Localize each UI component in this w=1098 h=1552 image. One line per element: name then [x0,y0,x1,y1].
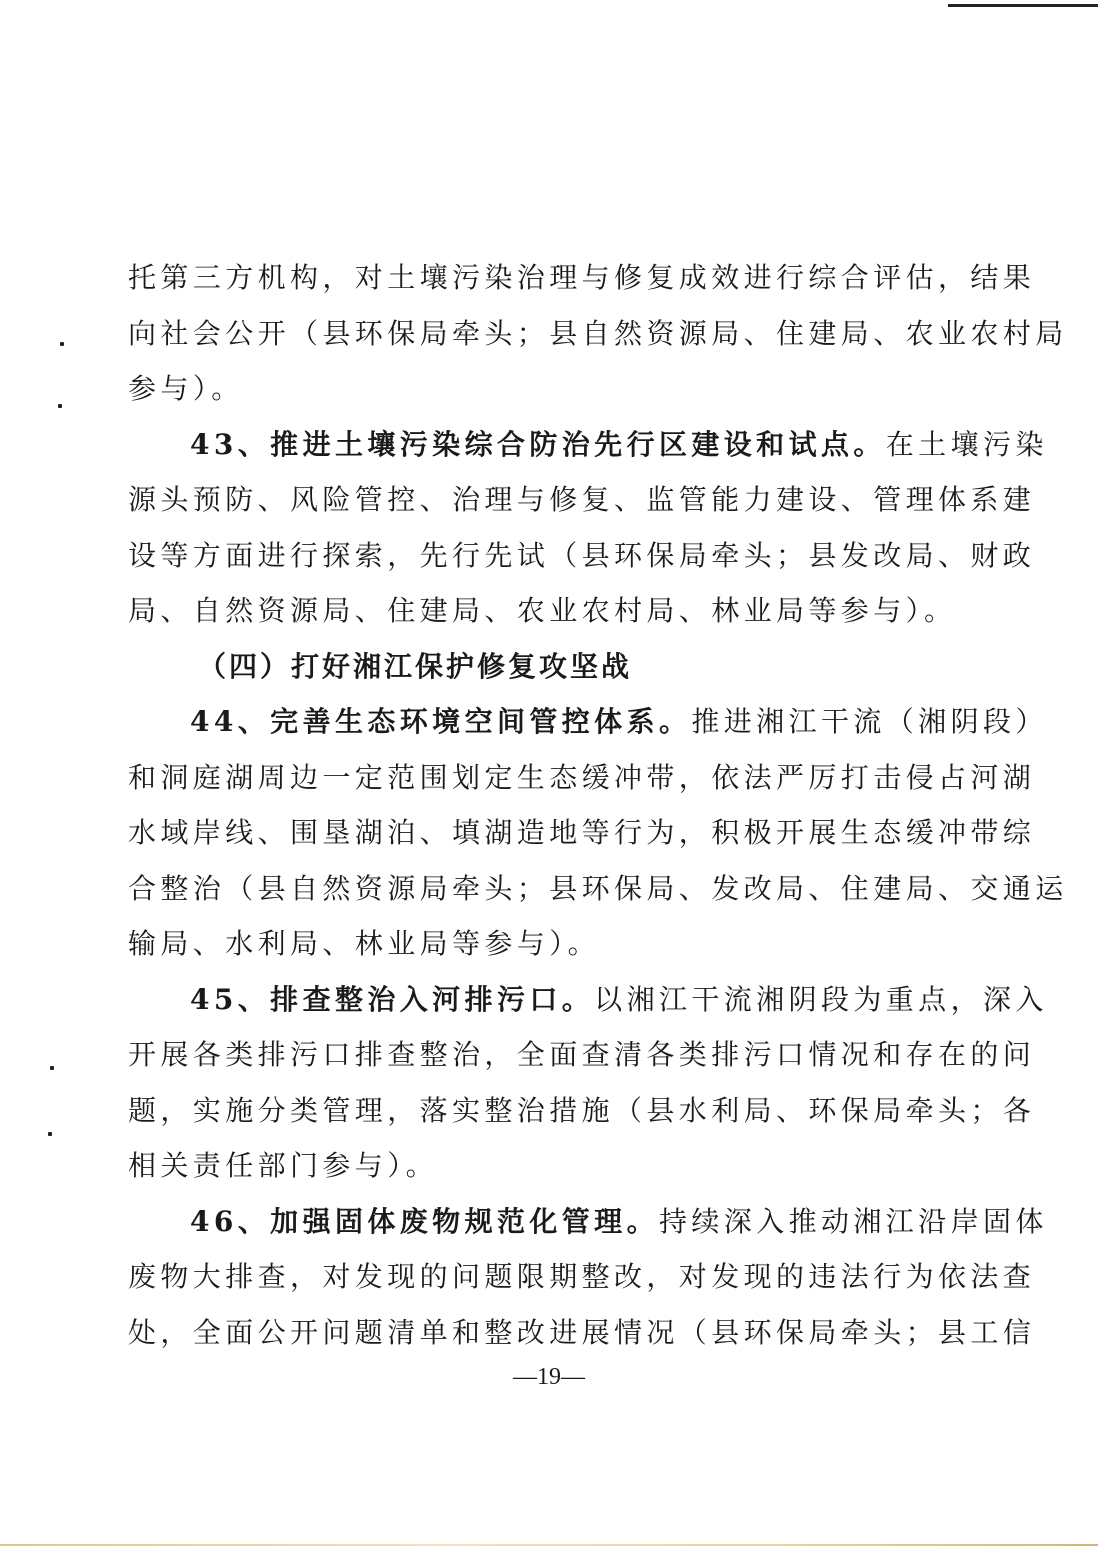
scan-edge-top [948,4,1098,7]
item-45-heading-line: 45、排查整治入河排污口。以湘江干流湘阴段为重点，深入 [190,982,1048,1016]
margin-dot [50,1066,54,1070]
item-45-heading: 45、排查整治入河排污口。 [190,982,595,1016]
margin-dot [48,1132,52,1136]
page-number: —19— [513,1364,585,1390]
item-46-heading: 46、加强固体废物规范化管理。 [190,1204,659,1238]
text-line: 托第三方机构，对土壤污染治理与修复成效进行综合评估，结果 [128,261,1036,294]
text-line: 局、自然资源局、住建局、农业农村局、林业局等参与）。 [128,594,957,627]
text-line: 输局、水利局、林业局等参与）。 [128,927,601,960]
text-line: 相关责任部门参与）。 [128,1149,439,1182]
text-line: 开展各类排污口排查整治，全面查清各类排污口情况和存在的问 [128,1038,1036,1071]
text-line: 和洞庭湖周边一定范围划定生态缓冲带，依法严厉打击侵占河湖 [128,760,1036,794]
scan-edge-bottom [0,1544,1098,1546]
text-line: 处，全面公开问题清单和整改进展情况（县环保局牵头；县工信 [128,1315,1036,1349]
document-body [128,250,1068,1360]
text-line: 设等方面进行探索，先行先试（县环保局牵头；县发改局、财政 [128,538,1036,572]
text-line: 题，实施分类管理，落实整治措施（县水利局、环保局牵头；各 [128,1093,1036,1127]
item-44-heading: 44、完善生态环境空间管控体系。 [190,705,692,738]
text-line: 水域岸线、围垦湖泊、填湖造地等行为，积极开展生态缓冲带综 [128,816,1036,849]
margin-dot [58,404,62,408]
margin-dot [60,342,64,346]
section-title: （四）打好湘江保护修复攻坚战 [198,649,633,683]
text-line: 参与）。 [128,372,244,405]
text-line: 向社会公开（县环保局牵头；县自然资源局、住建局、农业农村局 [128,316,1068,350]
text-line: 废物大排查，对发现的问题限期整改，对发现的违法行为依法查 [128,1260,1036,1293]
item-43-heading: 43、推进土壤污染综合防治先行区建设和试点。 [190,427,886,461]
text-line: 源头预防、风险管控、治理与修复、监管能力建设、管理体系建 [128,483,1036,516]
item-46-heading-line: 46、加强固体废物规范化管理。持续深入推动湘江沿岸固体 [190,1204,1048,1238]
item-44-heading-line: 44、完善生态环境空间管控体系。推进湘江干流（湘阴段） [190,705,1048,738]
item-43-heading-line: 43、推进土壤污染综合防治先行区建设和试点。在土壤污染 [190,427,1048,461]
text-line: 合整治（县自然资源局牵头；县环保局、发改局、住建局、交通运 [128,871,1068,905]
